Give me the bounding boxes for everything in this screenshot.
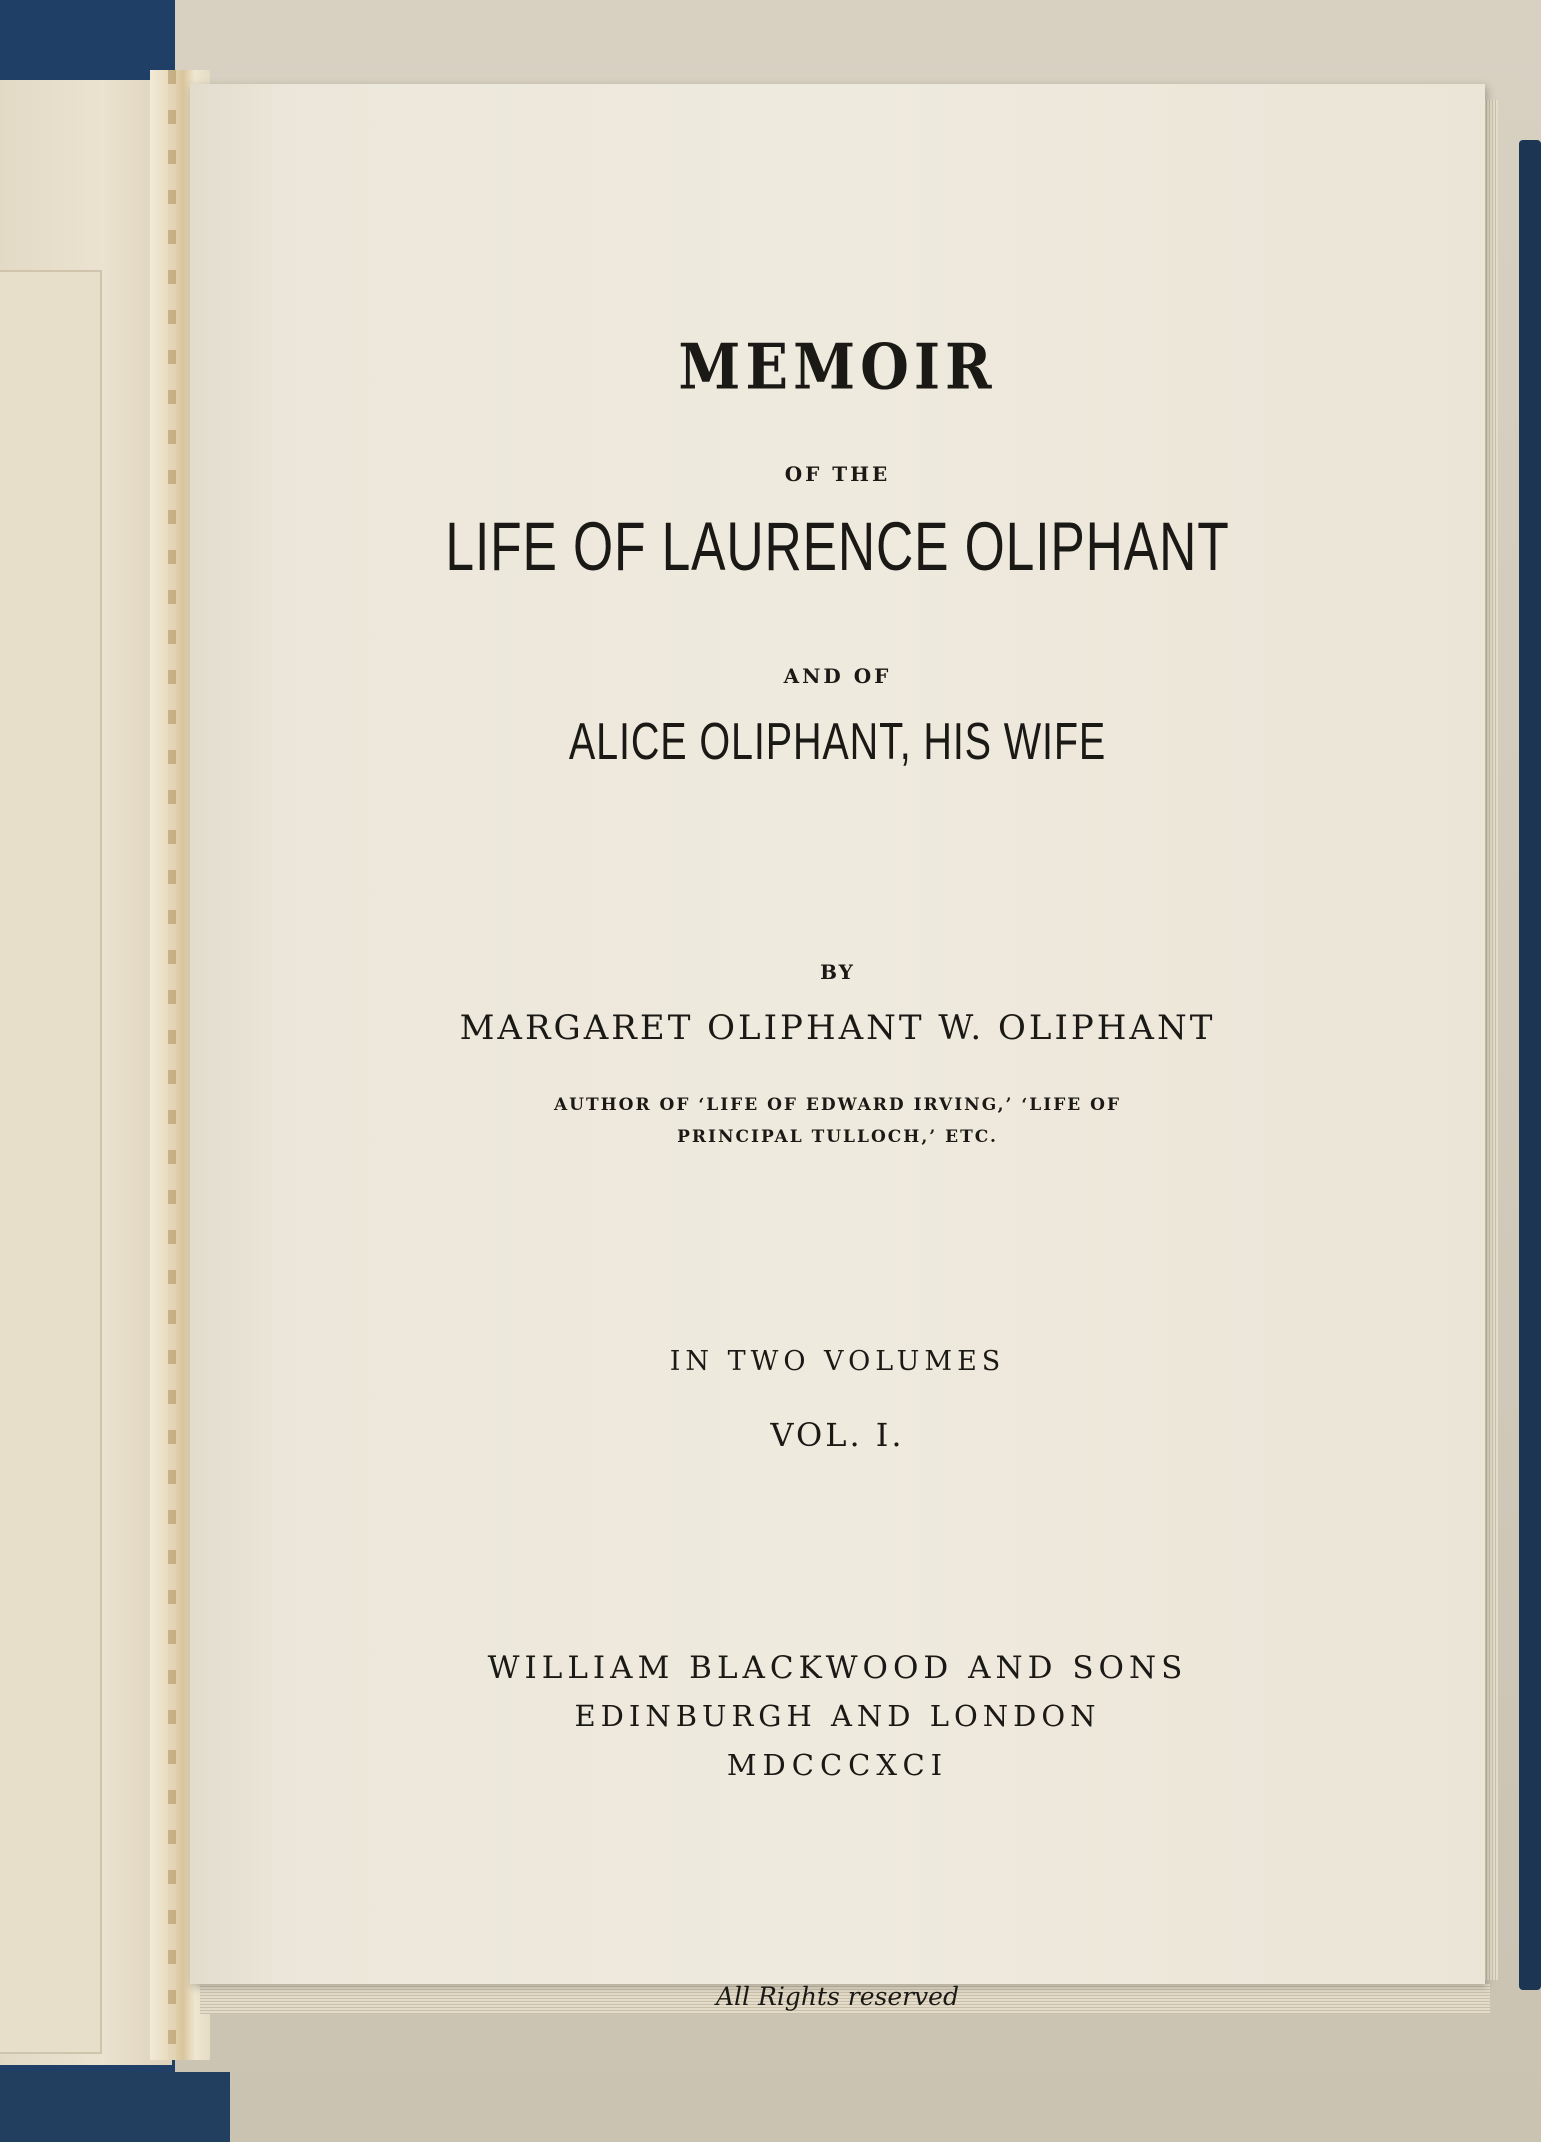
volume-number: VOL. I. [770,1416,905,1454]
title-page [190,84,1485,2011]
publication-year: MDCCCXCI [726,1748,949,1782]
second-subject-title: ALICE OLIPHANT, HIS WIFE [568,711,1107,771]
publication-place: EDINBURGH AND LONDON [574,1699,1101,1733]
by-text: BY [820,960,855,984]
cover-binding-right [1519,140,1541,1990]
credits-line-2: PRINCIPAL TULLOCH,’ ETC. [677,1127,998,1147]
publisher: WILLIAM BLACKWOOD AND SONS [487,1650,1188,1686]
author-name: MARGARET OLIPHANT W. OLIPHANT [459,1008,1216,1048]
rights-notice: All Rights reserved [716,1982,959,2011]
title: MEMOIR [678,330,997,404]
and-of-text: AND OF [783,664,892,688]
of-the-text: OF THE [784,462,891,486]
volumes-text: IN TWO VOLUMES [669,1346,1006,1377]
cover-binding-bottom [0,2072,230,2142]
endpaper-panel [0,270,102,2054]
subject-title: LIFE OF LAURENCE OLIPHANT [445,507,1230,586]
endpaper [0,80,172,2065]
credits-line-1: AUTHOR OF ‘LIFE OF EDWARD IRVING,’ ‘LIFE OF [553,1095,1122,1115]
author-credits [190,1089,1485,1153]
